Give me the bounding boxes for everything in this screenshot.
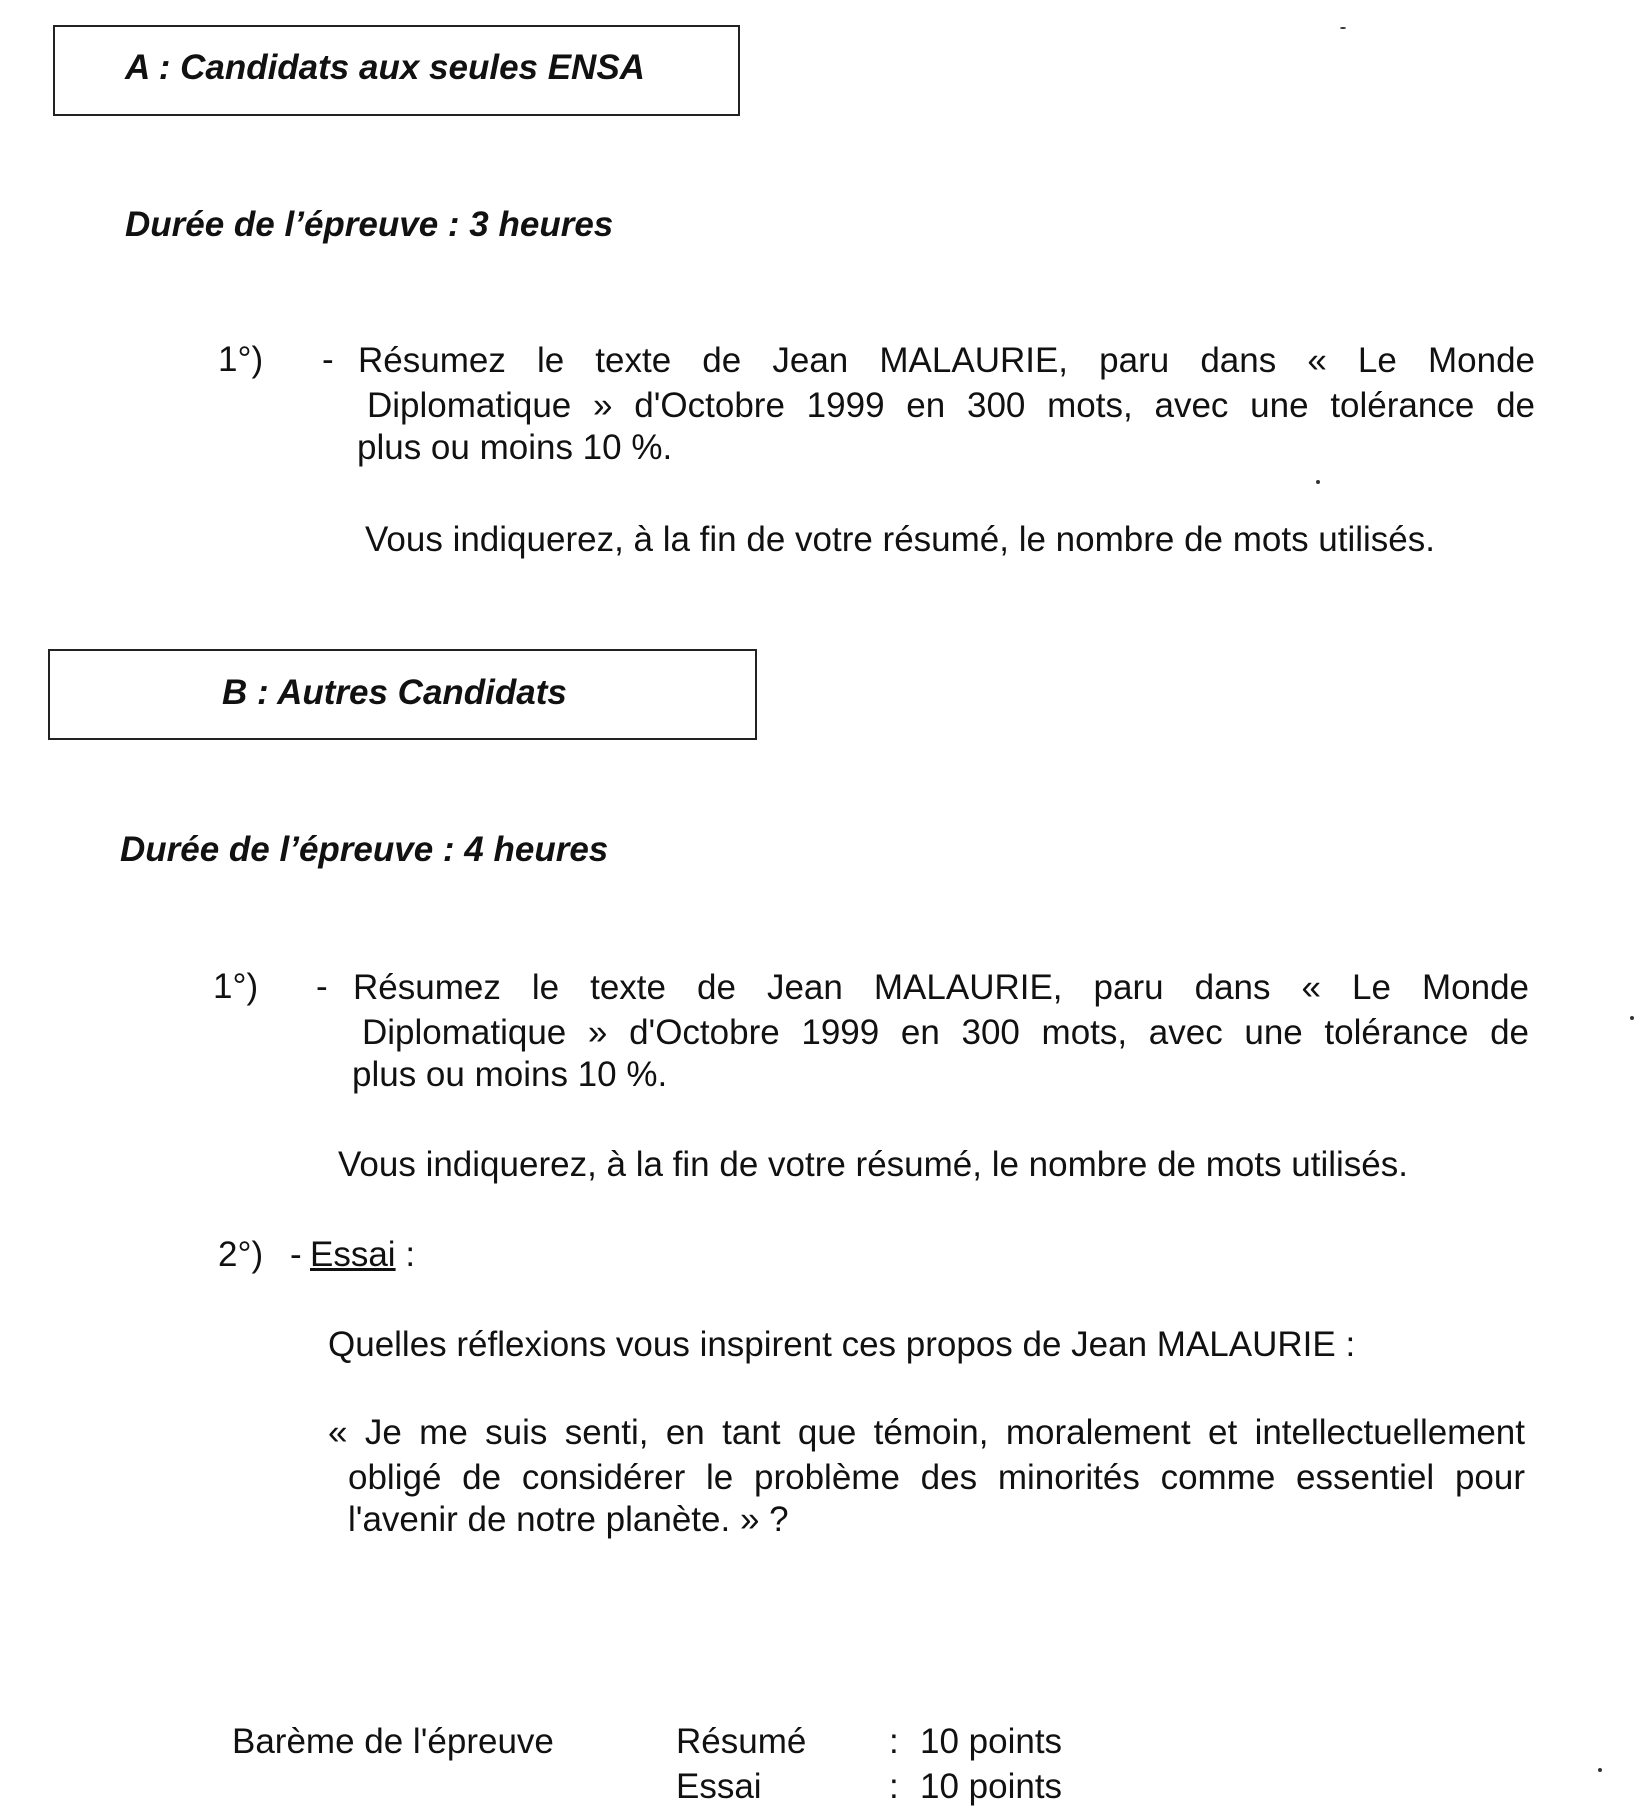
section-b-item1-line-3: plus ou moins 10 %. xyxy=(352,1055,668,1094)
section-b-item2-question: Quelles réflexions vous inspirent ces propos de Jean MALAURIE : xyxy=(328,1325,1356,1364)
section-b-item1-text-cont xyxy=(362,1010,1529,1055)
section-b-item1-number: 1°) xyxy=(213,967,259,1006)
essai-label: Essai xyxy=(310,1235,396,1274)
section-a-item1-number: 1°) xyxy=(218,340,264,379)
section-b-item2-label xyxy=(310,1235,415,1275)
scan-speck xyxy=(1630,1016,1634,1020)
section-a-item1-text-cont xyxy=(367,383,1535,428)
section-b-item1-line-2: Diplomatique » d'Octobre 1999 en 300 mots, avec une tolérance de xyxy=(362,1013,1529,1052)
section-a-item1-line-3: plus ou moins 10 %. xyxy=(357,428,673,467)
quote-line-1: « Je me suis senti, en tant que témoin, moralement et intellectuellement xyxy=(328,1413,1525,1452)
section-b-item1-text xyxy=(353,965,1529,1010)
section-a-item1-dash: - xyxy=(322,340,334,379)
bareme-row-1-points: 10 points xyxy=(920,1722,1063,1761)
section-b-item1-dash: - xyxy=(316,967,328,1006)
section-b-item1-note: Vous indiquerez, à la fin de votre résumé, le nombre de mots utilisés. xyxy=(338,1145,1408,1184)
bareme-label: Barème de l'épreuve xyxy=(232,1722,554,1761)
section-a-title: A : Candidats aux seules ENSA xyxy=(125,48,645,87)
section-a-item1-text xyxy=(358,338,1535,383)
section-b-item2-number: 2°) xyxy=(218,1235,264,1274)
quote-line-2: obligé de considérer le problème des minorités comme essentiel pour xyxy=(348,1458,1525,1497)
section-a-item1-line-1: Résumez le texte de Jean MALAURIE, paru dans « Le Monde xyxy=(358,341,1535,380)
section-b-duration: Durée de l’épreuve : 4 heures xyxy=(120,830,609,869)
scan-speck xyxy=(1598,1768,1602,1772)
bareme-row-2-points: 10 points xyxy=(920,1767,1063,1806)
section-b-item1-line-1: Résumez le texte de Jean MALAURIE, paru dans « Le Monde xyxy=(353,968,1529,1007)
section-a-item1-note: Vous indiquerez, à la fin de votre résumé, le nombre de mots utilisés. xyxy=(365,520,1435,559)
section-b-title: B : Autres Candidats xyxy=(222,673,567,712)
essai-colon: : xyxy=(395,1235,416,1274)
scan-speck xyxy=(1316,480,1320,484)
bareme-row-2-sep: : xyxy=(889,1767,899,1806)
bareme-row-1-name: Résumé xyxy=(676,1722,807,1761)
bareme-row-1-sep: : xyxy=(889,1722,899,1761)
section-b-item2-dash: - xyxy=(290,1235,302,1274)
section-a-item1-line-2: Diplomatique » d'Octobre 1999 en 300 mots, avec une tolérance de xyxy=(367,386,1535,425)
bareme-row-2-name: Essai xyxy=(676,1767,762,1806)
section-b-item2-quote xyxy=(328,1410,1525,1455)
quote-line-3: l'avenir de notre planète. » ? xyxy=(348,1500,789,1539)
section-a-duration: Durée de l’épreuve : 3 heures xyxy=(125,205,614,244)
section-b-item2-quote-cont xyxy=(348,1455,1525,1500)
scan-speck xyxy=(1340,27,1346,29)
